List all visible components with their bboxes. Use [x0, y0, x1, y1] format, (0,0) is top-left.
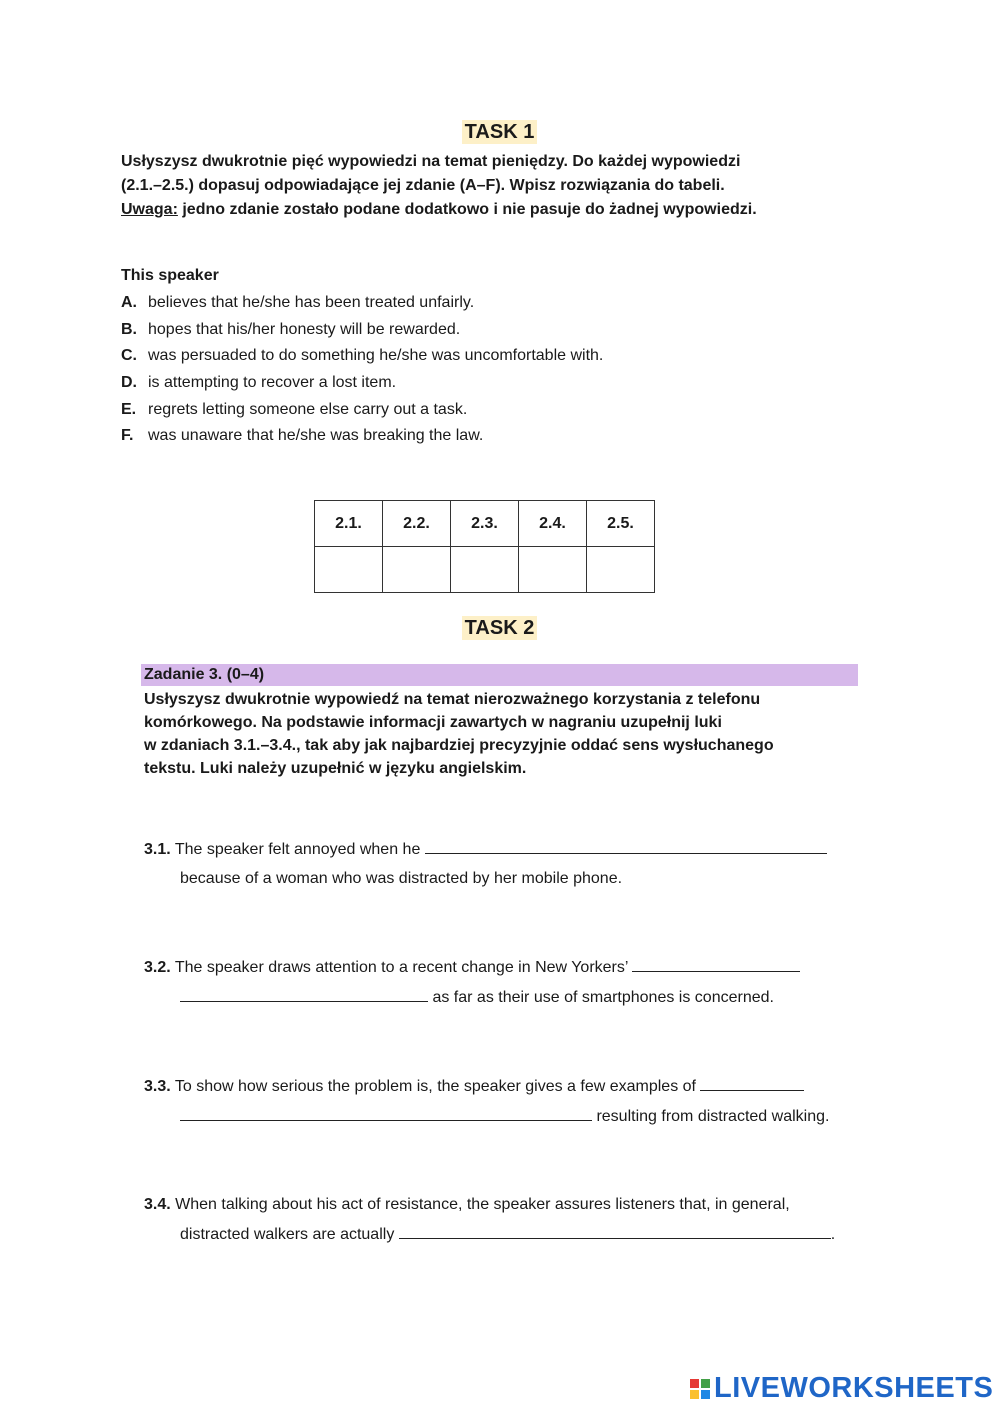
task2-instructions: Usłyszysz dwukrotnie wypowiedź na temat nierozważnego korzystania z telefonu komórkowego. Na podstawie informacji zawartych w nagraniu uzupełnij luki w zdaniach 3.1.–3.4., tak aby jak najbardziej precyzyjnie oddać sens wysłuchanego tekstu. Luki należy uzupełnić w języku angielskim. — [144, 691, 774, 777]
answer-table — [314, 500, 655, 593]
header-2-3: 2.3. — [451, 501, 519, 547]
answer-cell-2-1[interactable] — [315, 547, 383, 593]
header-2-2: 2.2. — [383, 501, 451, 547]
header-2-1: 2.1. — [315, 501, 383, 547]
answer-cell-2-3[interactable] — [451, 547, 519, 593]
gap-3-2a[interactable] — [632, 957, 800, 972]
logo-grid-icon — [690, 1379, 710, 1399]
task2-title: TASK 2 — [0, 617, 999, 640]
question-3-1: 3.1. The speaker felt annoyed when he — [144, 839, 827, 860]
header-2-4: 2.4. — [519, 501, 587, 547]
answer-cell-2-4[interactable] — [519, 547, 587, 593]
option-e: E. regrets letting someone else carry out a task. — [121, 401, 468, 418]
zadanie-label: Zadanie 3. (0–4) — [141, 664, 858, 686]
option-a: A. believes that he/she has been treated unfairly. — [121, 294, 475, 311]
gap-3-1[interactable] — [425, 839, 827, 854]
task1-title: TASK 1 — [0, 121, 999, 144]
option-b: B. hopes that his/her honesty will be rewarded. — [121, 321, 461, 338]
gap-3-3a[interactable] — [700, 1076, 804, 1091]
answer-cell-2-2[interactable] — [383, 547, 451, 593]
task1-instructions: Usłyszysz dwukrotnie pięć wypowiedzi na temat pieniędzy. Do każdej wypowiedzi (2.1.–2.5.) dopasuj odpowiadające jej zdanie (A–F). Wpisz rozwiązania do tabeli. Uwaga: jedno zdanie zostało podane dodatkowo i nie pasuje do żadnej wypowiedzi. — [121, 153, 757, 218]
gap-3-2b[interactable] — [180, 987, 428, 1002]
option-d: D. is attempting to recover a lost item. — [121, 374, 397, 391]
question-3-2-cont: as far as their use of smartphones is concerned. — [180, 987, 774, 1008]
gap-3-3b[interactable] — [180, 1106, 592, 1121]
header-2-5: 2.5. — [587, 501, 655, 547]
gap-3-4[interactable] — [399, 1224, 831, 1239]
question-3-2: 3.2. The speaker draws attention to a recent change in New Yorkers’ — [144, 957, 800, 978]
question-3-3: 3.3. To show how serious the problem is, the speaker gives a few examples of — [144, 1076, 804, 1097]
answer-cell-2-5[interactable] — [587, 547, 655, 593]
option-f: F. was unaware that he/she was breaking the law. — [121, 427, 484, 444]
question-3-4-cont: distracted walkers are actually . — [180, 1226, 836, 1243]
option-c: C. was persuaded to do something he/she was uncomfortable with. — [121, 347, 604, 364]
question-3-3-cont: resulting from distracted walking. — [180, 1106, 829, 1127]
liveworksheets-logo: LIVEWORKSHEETS — [690, 1372, 993, 1405]
question-3-4: 3.4. When talking about his act of resistance, the speaker assures listeners that, in general, — [144, 1196, 790, 1213]
question-3-1-cont: because of a woman who was distracted by her mobile phone. — [180, 870, 623, 887]
speaker-heading: This speaker — [121, 267, 219, 284]
